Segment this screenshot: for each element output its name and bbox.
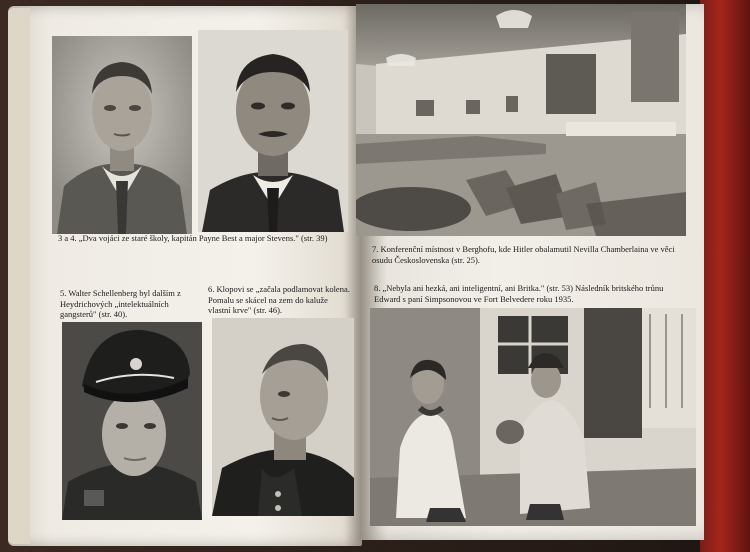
photo-walter-schellenberg — [62, 322, 202, 520]
caption-photo-6: 6. Klopovi se „začala podlamovat kolena. Pomalu se skácel na zem do kaluže vlastní krve" (str. 46). — [208, 284, 350, 315]
photo-major-stevens — [198, 30, 348, 232]
photo-payne-best — [52, 36, 192, 234]
photo-edward-and-mrs-simpson — [370, 308, 696, 526]
photo-klop — [212, 318, 354, 516]
caption-photo-7: 7. Konferenční místnost v Berghofu, kde Hitler obalamutil Nevilla Chamberlaina ve věci osudu Československa (str. 25). — [372, 244, 675, 265]
photo-berghof-conference-room — [356, 4, 686, 236]
caption-photo-8: 8. „Nebyla ani hezká, ani inteligentní, ani Britka." (str. 53) Následník britského trůnu Edward s paní Simpsonovou ve Fort Belvedere roku 1935. — [374, 283, 664, 304]
book-cover-spine — [700, 0, 750, 552]
page-edges — [8, 8, 30, 544]
caption-photo-5: 5. Walter Schellenberg byl dalším z Heydrichových „intelektuálních gangsterů" (str. 40). — [60, 288, 181, 319]
caption-photos-3-4: 3 a 4. „Dva vojáci ze staré školy, kapitán Payne Best a major Stevens." (str. 39) — [58, 233, 328, 243]
